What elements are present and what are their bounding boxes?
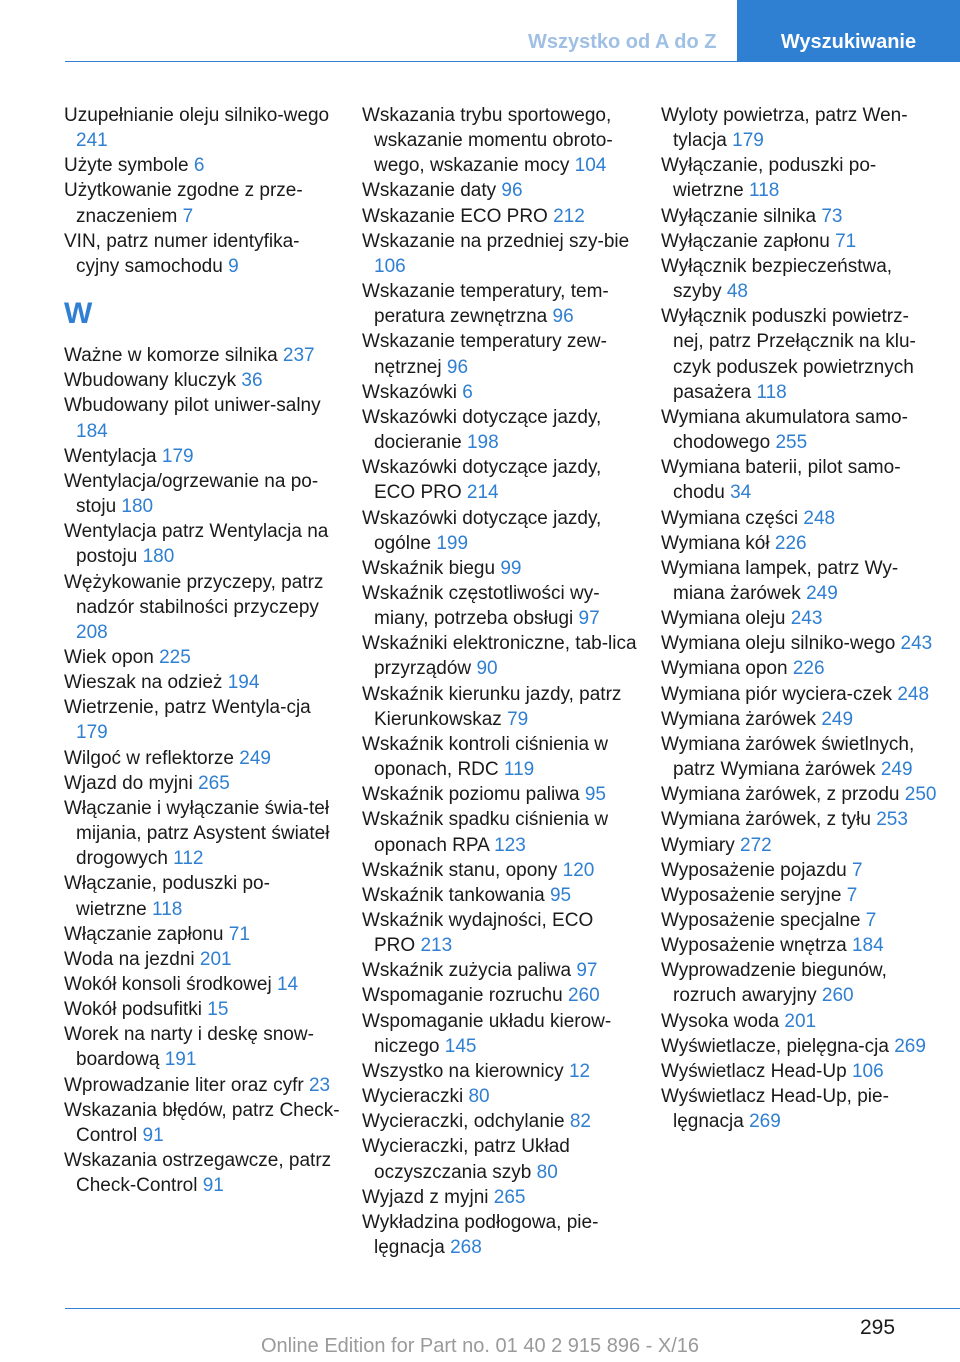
entry-term: Wskaźnik kontroli ciśnienia w oponach, RDC: [362, 733, 609, 781]
entry-term: Wymiana żarówek, z przodu: [661, 784, 900, 806]
index-entry: [661, 732, 937, 782]
index-entry: [661, 153, 937, 203]
index-entry: [661, 933, 937, 958]
page-link[interactable]: 95: [584, 784, 606, 806]
entry-term: Wentylacja patrz Wentylacja na postoju: [64, 521, 329, 568]
entry-term: Wskazówki dotyczące jazdy, ECO PRO: [362, 457, 602, 504]
index-entry: [64, 771, 340, 796]
entry-term: Wskaźnik spadku ciśnienia w oponach RPA: [362, 809, 609, 856]
index-entry: [362, 329, 638, 379]
index-group-u-v: [64, 103, 340, 279]
index-entry: [362, 782, 638, 807]
index-entry: [661, 405, 937, 455]
entry-term: Wskazanie na przedniej szy‐bie: [362, 230, 630, 252]
page-link[interactable]: 36: [241, 370, 263, 392]
entry-term: Wspomaganie układu kierow‐niczego: [362, 1010, 612, 1057]
entry-term: Wprowadzanie liter oraz cyfr: [64, 1074, 304, 1096]
entry-term: Wjazd do myjni: [64, 772, 193, 794]
page-link[interactable]: 118: [749, 180, 780, 202]
entry-term: Wyjazd z myjni: [362, 1186, 489, 1208]
index-entry: [661, 254, 937, 304]
index-entry: [362, 581, 638, 631]
index-entry: [362, 380, 638, 405]
page-link[interactable]: 34: [730, 482, 752, 504]
page-link[interactable]: 243: [790, 608, 823, 630]
index-entry: [64, 178, 340, 228]
index-entry: [362, 807, 638, 857]
entry-term: Wokół podsufitki: [64, 999, 202, 1021]
entry-term: Wskaźniki elektroniczne, tab‐lica przyrządów: [362, 633, 637, 680]
index-entry: [64, 922, 340, 947]
page-link[interactable]: 208: [76, 621, 108, 643]
page-link[interactable]: 249: [806, 582, 838, 604]
page-link[interactable]: 249: [880, 759, 913, 781]
entry-term: Wskazówki dotyczące jazdy, docieranie: [362, 406, 602, 454]
entry-term: Wymiana baterii, pilot samo‐chodu: [661, 457, 901, 504]
entry-term: Ważne w komorze silnika: [64, 345, 278, 367]
index-entry: [661, 1009, 937, 1034]
page-link[interactable]: 145: [444, 1035, 477, 1057]
page-link[interactable]: 269: [749, 1111, 781, 1133]
page-link[interactable]: 112: [173, 848, 204, 870]
index-entry: [362, 506, 638, 556]
page-link[interactable]: 119: [503, 759, 535, 781]
index-entry: [64, 695, 340, 745]
index-entry: [661, 707, 937, 732]
page-link[interactable]: 184: [851, 935, 884, 957]
index-entry: [64, 368, 340, 393]
entry-term: Wskazówki dotyczące jazdy, ogólne: [362, 507, 602, 554]
entry-term: Wężykowanie przyczepy, patrz nadzór stabilności przyczepy: [64, 571, 324, 618]
entry-term: Wymiana kół: [661, 532, 770, 554]
entry-term: Wymiana żarówek: [661, 708, 817, 730]
entry-term: Wykładzina podłogowa, pie‐lęgnacja: [362, 1211, 599, 1259]
page-link[interactable]: 106: [374, 255, 406, 277]
index-entry: [661, 556, 937, 606]
page-link[interactable]: 243: [900, 633, 933, 655]
page-link[interactable]: 15: [207, 999, 229, 1021]
index-entry: [661, 958, 937, 1008]
entry-term: Wymiary: [661, 834, 735, 856]
page-link[interactable]: 213: [420, 935, 453, 957]
index-entry: [362, 908, 638, 958]
index-column-2: [362, 103, 638, 1260]
index-entry: [64, 343, 340, 368]
entry-term: Wbudowany kluczyk: [64, 370, 237, 392]
page-link[interactable]: 179: [161, 445, 194, 467]
index-entry: [362, 455, 638, 505]
index-entry: [362, 103, 638, 178]
page-link[interactable]: 7: [852, 859, 863, 881]
index-group-w: [64, 343, 340, 1198]
edition-note: Online Edition for Part no. 01 40 2 915 896 - X/16: [260, 1335, 700, 1357]
entry-term: Wskaźnik poziomu paliwa: [362, 784, 580, 806]
entry-term: Wyłączanie zapłonu: [661, 230, 830, 252]
page-link[interactable]: 265: [493, 1186, 526, 1208]
index-entry: [362, 556, 638, 581]
index-entry: [64, 746, 340, 771]
entry-term: Wentylacja/ogrzewanie na po‐stoju: [64, 470, 319, 518]
index-entry: [362, 1009, 638, 1059]
entry-term: Wskazania ostrzegawcze, patrz Check-Control: [64, 1150, 332, 1197]
index-entry: [362, 883, 638, 908]
entry-term: VIN, patrz numer identyfika‐cyjny samochodu: [64, 230, 300, 277]
index-entry: [64, 645, 340, 670]
entry-term: Wymiana oleju: [661, 608, 786, 630]
entry-term: Włączanie, poduszki po‐wietrzne: [64, 873, 270, 920]
index-entry: [661, 304, 937, 405]
page-link[interactable]: 95: [549, 884, 572, 906]
page-link[interactable]: 99: [500, 557, 522, 579]
page-link[interactable]: 265: [198, 772, 230, 794]
tab-wszystko-od-a-do-z[interactable]: Wszystko od A do Z: [528, 31, 717, 53]
index-entry: [362, 983, 638, 1008]
index-entry: [64, 871, 340, 921]
index-entry: [661, 631, 937, 656]
index-entry: [362, 1059, 638, 1084]
entry-term: Wymiana części: [661, 507, 799, 529]
entry-term: Wyłączanie, poduszki po‐wietrzne: [661, 155, 877, 202]
index-entry: [661, 103, 937, 153]
index-entry: [661, 531, 937, 556]
page-link[interactable]: 123: [494, 834, 526, 856]
entry-term: Wskazanie ECO PRO: [362, 205, 548, 227]
index-entry: [64, 1148, 340, 1198]
entry-term: Wymiana opon: [661, 658, 788, 680]
page-link[interactable]: 191: [164, 1049, 197, 1071]
entry-term: Wyposażenie wnętrza: [661, 935, 847, 957]
page-link[interactable]: 201: [784, 1010, 817, 1032]
index-entry: [64, 670, 340, 695]
index-entry: [64, 1098, 340, 1148]
index-entry: [661, 833, 937, 858]
page-link[interactable]: 260: [821, 985, 854, 1007]
page-link[interactable]: 199: [436, 532, 469, 554]
page-link[interactable]: 253: [876, 809, 908, 831]
page-link[interactable]: 118: [756, 381, 787, 403]
entry-term: Wyłącznik poduszki powietrz‐nej, patrz Przełącznik na klu‐czyk poduszek powietrznych pasażera: [661, 306, 916, 403]
index-entry: [64, 1022, 340, 1072]
index-entry: [362, 682, 638, 732]
entry-term: Wymiana żarówek, z tyłu: [661, 809, 871, 831]
page-link[interactable]: 48: [726, 281, 748, 303]
page-link[interactable]: 180: [142, 546, 175, 568]
entry-term: Wymiana żarówek świetlnych, patrz Wymiana żarówek: [661, 733, 915, 781]
page-link[interactable]: 97: [578, 608, 600, 630]
page-link[interactable]: 104: [574, 155, 607, 177]
page-link[interactable]: 73: [821, 205, 843, 227]
entry-term: Wietrzenie, patrz Wentyla‐cja: [64, 697, 311, 719]
index-entry: [64, 153, 340, 178]
entry-term: Wskaźnik tankowania: [362, 884, 545, 906]
index-entry: [661, 1034, 937, 1059]
index-entry: [362, 405, 638, 455]
index-entry: [362, 958, 638, 983]
page-link[interactable]: 214: [466, 482, 499, 504]
page-link[interactable]: 80: [536, 1161, 558, 1183]
page-link[interactable]: 225: [159, 646, 191, 668]
page-link[interactable]: 12: [568, 1060, 591, 1082]
entry-term: Wskaźnik kierunku jazdy, patrz Kierunkowskaz: [362, 683, 622, 730]
entry-term: Wskaźnik zużycia paliwa: [362, 960, 572, 982]
entry-term: Wiek opon: [64, 646, 154, 668]
page-link[interactable]: 237: [282, 345, 315, 367]
index-entry: [64, 393, 340, 443]
index-entry: [64, 947, 340, 972]
index-entry: [362, 1109, 638, 1134]
entry-term: Wskaźnik częstotliwości wy‐miany, potrzeba obsługi: [362, 582, 600, 630]
entry-term: Uzupełnianie oleju silniko‐wego: [64, 105, 330, 126]
index-entry: [661, 204, 937, 229]
page-link[interactable]: 7: [865, 910, 877, 931]
page-link[interactable]: 198: [466, 432, 499, 454]
entry-term: Użyte symbole: [64, 155, 189, 177]
page-link[interactable]: 106: [851, 1060, 884, 1082]
entry-term: Wskazania trybu sportowego, wskazanie momentu obroto‐wego, wskazanie mocy: [362, 105, 613, 177]
page-link[interactable]: 250: [904, 784, 937, 806]
page-link[interactable]: 6: [193, 155, 205, 177]
page-link[interactable]: 120: [562, 859, 595, 881]
entry-term: Wyprowadzenie biegunów, rozruch awaryjny: [661, 960, 887, 1007]
page-link[interactable]: 201: [199, 948, 232, 970]
index-entry: [661, 506, 937, 531]
entry-term: Włączanie i wyłączanie świa‐teł mijania, patrz Asystent świateł drogowych: [64, 797, 330, 870]
page-link[interactable]: 272: [740, 834, 772, 856]
page-link[interactable]: 179: [76, 722, 108, 744]
page-link[interactable]: 194: [227, 672, 260, 694]
index-entry: [64, 444, 340, 469]
page-link[interactable]: 96: [446, 356, 469, 378]
index-entry: [64, 997, 340, 1022]
entry-term: Wyświetlacz Head-Up, pie‐lęgnacja: [661, 1086, 889, 1133]
page-link[interactable]: 97: [576, 960, 598, 982]
page-link[interactable]: 71: [228, 923, 250, 945]
entry-term: Wokół konsoli środkowej: [64, 974, 272, 995]
entry-term: Wyposażenie pojazdu: [661, 859, 847, 881]
entry-term: Wyposażenie specjalne: [661, 910, 861, 931]
index-entry: [661, 782, 937, 807]
page-link[interactable]: 212: [553, 205, 585, 227]
index-entry: [64, 1073, 340, 1098]
page-link[interactable]: 255: [775, 432, 808, 454]
index-entry: [661, 883, 937, 908]
page-link[interactable]: 23: [308, 1074, 331, 1096]
page-number: 295: [860, 1316, 896, 1339]
page-link[interactable]: 6: [462, 381, 473, 403]
footer-divider: [65, 1308, 960, 1309]
page-link[interactable]: 7: [846, 884, 858, 906]
entry-term: Wysoka woda: [661, 1010, 780, 1032]
index-entry: [661, 656, 937, 681]
page-link[interactable]: 248: [897, 683, 930, 705]
entry-term: Użytkowanie zgodne z prze‐znaczeniem: [64, 180, 303, 227]
entry-term: Wymiana oleju silniko‐wego: [661, 633, 896, 655]
index-entry: [362, 178, 638, 203]
entry-term: Wymiana akumulatora samo‐chodowego: [661, 406, 908, 454]
entry-term: Wszystko na kierownicy: [362, 1060, 564, 1082]
entry-term: Wymiana piór wyciera‐czek: [661, 683, 893, 705]
index-entry: [64, 570, 340, 645]
entry-term: Wyświetlacze, pielęgna‐cja: [661, 1035, 889, 1057]
index-entry: [362, 1210, 638, 1260]
page-link[interactable]: 226: [792, 658, 825, 680]
entry-term: Wyloty powietrza, patrz Wen‐tylacja: [661, 105, 908, 152]
index-column-3: [661, 103, 937, 1134]
page-link[interactable]: 241: [76, 130, 108, 152]
page-link[interactable]: 14: [276, 974, 299, 995]
index-entry: [661, 858, 937, 883]
index-entry: [362, 858, 638, 883]
entry-term: Wieszak na odzież: [64, 672, 223, 694]
entry-term: Wyświetlacz Head-Up: [661, 1060, 847, 1082]
index-entry: [661, 606, 937, 631]
entry-term: Wbudowany pilot uniwer‐salny: [64, 395, 321, 417]
entry-term: Wskazanie temperatury zew‐nętrznej: [362, 331, 607, 378]
index-entry: [362, 229, 638, 279]
index-entry: [661, 908, 937, 933]
entry-term: Wskazówki: [362, 381, 458, 403]
entry-term: Worek na narty i deskę snow‐boardową: [64, 1024, 314, 1071]
page-link[interactable]: 260: [567, 985, 600, 1007]
page-link[interactable]: 71: [835, 230, 857, 252]
index-entry: [362, 1185, 638, 1210]
entry-term: Wilgoć w reflektorze: [64, 747, 234, 769]
index-entry: [362, 732, 638, 782]
entry-term: Wskazania błędów, patrz Check-Control: [64, 1099, 340, 1146]
header-divider: [65, 61, 960, 62]
page-link[interactable]: 7: [182, 205, 194, 227]
entry-term: Wskazanie daty: [362, 180, 497, 202]
index-entry: [64, 796, 340, 871]
index-entry: [661, 229, 937, 254]
page-link[interactable]: 91: [142, 1124, 164, 1146]
index-entry: [661, 807, 937, 832]
entry-term: Wskazanie temperatury, tem‐peratura zewnętrzna: [362, 281, 609, 328]
entry-term: Wycieraczki, odchylanie: [362, 1111, 565, 1133]
page-link[interactable]: 179: [732, 130, 764, 152]
entry-term: Wyłączanie silnika: [661, 205, 817, 227]
index-entry: [661, 1059, 937, 1084]
entry-term: Wentylacja: [64, 445, 157, 467]
page-link[interactable]: 118: [152, 898, 183, 920]
index-column-1: [64, 103, 340, 1198]
page-link[interactable]: 9: [228, 255, 239, 277]
index-entry: [362, 631, 638, 681]
entry-term: Wskaźnik biegu: [362, 557, 496, 579]
page-link[interactable]: 249: [239, 747, 271, 769]
entry-term: Wycieraczki: [362, 1086, 464, 1108]
index-entry: [362, 279, 638, 329]
index-entry: [64, 229, 340, 279]
page-link[interactable]: 249: [821, 708, 854, 730]
page-header: [0, 0, 960, 62]
index-entry: [64, 103, 340, 153]
page-link[interactable]: 79: [507, 708, 529, 730]
entry-term: Wspomaganie rozruchu: [362, 985, 563, 1007]
page-link[interactable]: 82: [569, 1111, 591, 1133]
page-link[interactable]: 90: [476, 658, 498, 680]
index-entry: [64, 519, 340, 569]
section-letter: W: [64, 297, 93, 331]
entry-term: Wycieraczki, patrz Układ oczyszczania szyb: [362, 1136, 570, 1183]
entry-term: Wyposażenie seryjne: [661, 884, 842, 906]
page-link[interactable]: 184: [76, 420, 108, 442]
entry-term: Woda na jezdni: [64, 948, 195, 970]
entry-term: Wskaźnik stanu, opony: [362, 859, 558, 881]
page-link[interactable]: 91: [202, 1175, 224, 1197]
index-entry: [661, 682, 937, 707]
entry-term: Wymiana lampek, patrz Wy‐miana żarówek: [661, 557, 899, 604]
index-entry: [362, 1134, 638, 1184]
index-entry: [661, 1084, 937, 1134]
entry-term: Włączanie zapłonu: [64, 923, 224, 945]
page-link[interactable]: 180: [121, 496, 154, 518]
index-entry: [362, 1084, 638, 1109]
page-link[interactable]: 269: [894, 1035, 926, 1057]
index-entry: [661, 455, 937, 505]
page-link[interactable]: 96: [501, 180, 523, 202]
entry-term: Wskaźnik wydajności, ECO PRO: [362, 910, 594, 957]
entry-term: Wyłącznik bezpieczeństwa, szyby: [661, 255, 893, 303]
tab-wyszukiwanie[interactable]: Wyszukiwanie: [737, 0, 960, 62]
index-entry: [362, 204, 638, 229]
page-link[interactable]: 248: [803, 507, 836, 529]
index-entry: [64, 972, 340, 997]
page-link[interactable]: 96: [552, 306, 574, 328]
page-link[interactable]: 226: [774, 532, 807, 554]
index-entry: [64, 469, 340, 519]
page-link[interactable]: 268: [450, 1237, 482, 1259]
page-link[interactable]: 80: [468, 1086, 490, 1108]
